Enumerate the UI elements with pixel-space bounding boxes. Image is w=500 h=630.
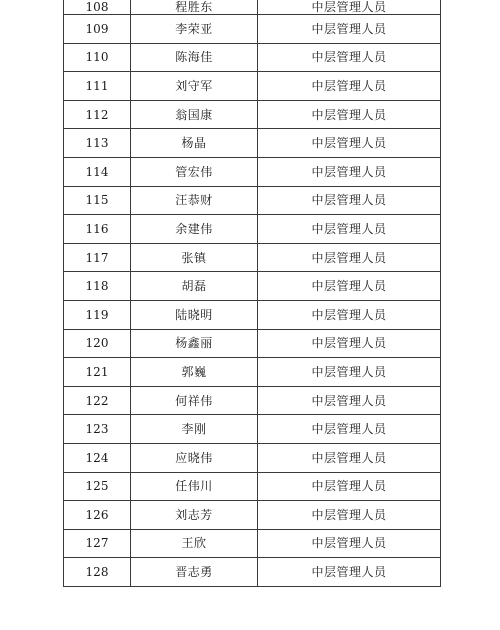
- table-row: [64, 43, 441, 72]
- row-number-cell: 119: [64, 300, 131, 329]
- row-number-cell: 122: [64, 386, 131, 415]
- role-cell: 中层管理人员: [258, 558, 441, 587]
- role-cell: 中层管理人员: [258, 443, 441, 472]
- name-cell: 刘守军: [131, 72, 258, 101]
- role-cell: 中层管理人员: [258, 0, 441, 15]
- role-cell: 中层管理人员: [258, 386, 441, 415]
- table-row: [64, 72, 441, 101]
- role-cell: 中层管理人员: [258, 72, 441, 101]
- name-cell: 余建伟: [131, 215, 258, 244]
- name-cell: 晋志勇: [131, 558, 258, 587]
- row-number-cell: 111: [64, 72, 131, 101]
- name-cell: 郭巍: [131, 358, 258, 387]
- staff-table: [63, 0, 441, 587]
- row-number-cell: 108: [64, 0, 131, 15]
- role-cell: 中层管理人员: [258, 43, 441, 72]
- row-number-cell: 125: [64, 472, 131, 501]
- role-cell: 中层管理人员: [258, 100, 441, 129]
- table-row: [64, 358, 441, 387]
- name-cell: 杨晶: [131, 129, 258, 158]
- row-number-cell: 126: [64, 501, 131, 530]
- table-row: [64, 129, 441, 158]
- row-number-cell: 123: [64, 415, 131, 444]
- row-number-cell: 127: [64, 529, 131, 558]
- role-cell: 中层管理人员: [258, 129, 441, 158]
- role-cell: 中层管理人员: [258, 415, 441, 444]
- role-cell: 中层管理人员: [258, 358, 441, 387]
- name-cell: 胡磊: [131, 272, 258, 301]
- name-cell: 陈海佳: [131, 43, 258, 72]
- role-cell: 中层管理人员: [258, 272, 441, 301]
- role-cell: 中层管理人员: [258, 215, 441, 244]
- name-cell: 程胜东: [131, 0, 258, 15]
- name-cell: 刘志芳: [131, 501, 258, 530]
- name-cell: 汪恭财: [131, 186, 258, 215]
- name-cell: 杨鑫丽: [131, 329, 258, 358]
- table-row: [64, 300, 441, 329]
- table-row: [64, 443, 441, 472]
- row-number-cell: 109: [64, 15, 131, 44]
- role-cell: 中层管理人员: [258, 243, 441, 272]
- table-row: [64, 415, 441, 444]
- table-row: [64, 243, 441, 272]
- name-cell: 何祥伟: [131, 386, 258, 415]
- name-cell: 管宏伟: [131, 157, 258, 186]
- role-cell: 中层管理人员: [258, 501, 441, 530]
- role-cell: 中层管理人员: [258, 157, 441, 186]
- row-number-cell: 112: [64, 100, 131, 129]
- table-row: [64, 501, 441, 530]
- row-number-cell: 118: [64, 272, 131, 301]
- table-row: [64, 558, 441, 587]
- table-row: [64, 0, 441, 15]
- role-cell: 中层管理人员: [258, 300, 441, 329]
- table-row: [64, 15, 441, 44]
- name-cell: 李刚: [131, 415, 258, 444]
- table-row: [64, 529, 441, 558]
- row-number-cell: 110: [64, 43, 131, 72]
- role-cell: 中层管理人员: [258, 15, 441, 44]
- table-row: [64, 272, 441, 301]
- table-row: [64, 100, 441, 129]
- row-number-cell: 113: [64, 129, 131, 158]
- table-row: [64, 329, 441, 358]
- role-cell: 中层管理人员: [258, 186, 441, 215]
- row-number-cell: 121: [64, 358, 131, 387]
- name-cell: 应晓伟: [131, 443, 258, 472]
- table-row: [64, 386, 441, 415]
- row-number-cell: 116: [64, 215, 131, 244]
- row-number-cell: 114: [64, 157, 131, 186]
- table-row: [64, 215, 441, 244]
- table-row: [64, 472, 441, 501]
- name-cell: 翁国康: [131, 100, 258, 129]
- table-row: [64, 157, 441, 186]
- name-cell: 张镇: [131, 243, 258, 272]
- name-cell: 李荣亚: [131, 15, 258, 44]
- role-cell: 中层管理人员: [258, 329, 441, 358]
- table-body: [64, 0, 441, 586]
- table-row: [64, 186, 441, 215]
- row-number-cell: 115: [64, 186, 131, 215]
- row-number-cell: 128: [64, 558, 131, 587]
- role-cell: 中层管理人员: [258, 529, 441, 558]
- name-cell: 任伟川: [131, 472, 258, 501]
- name-cell: 陆晓明: [131, 300, 258, 329]
- row-number-cell: 124: [64, 443, 131, 472]
- name-cell: 王欣: [131, 529, 258, 558]
- row-number-cell: 117: [64, 243, 131, 272]
- role-cell: 中层管理人员: [258, 472, 441, 501]
- row-number-cell: 120: [64, 329, 131, 358]
